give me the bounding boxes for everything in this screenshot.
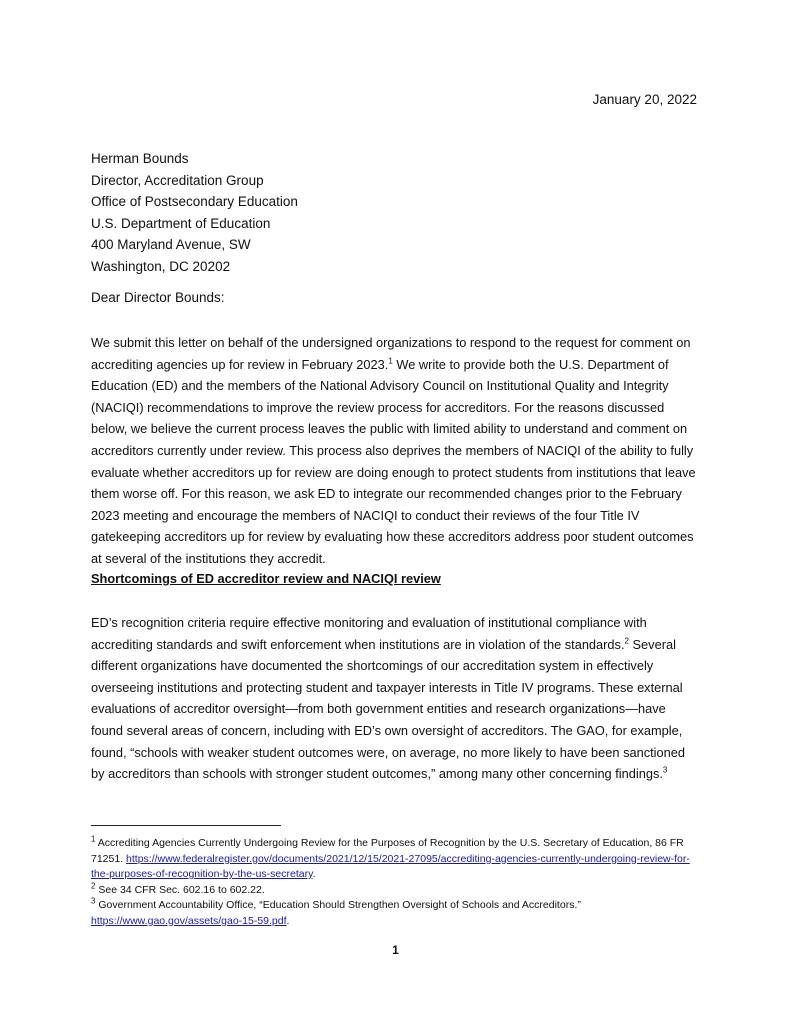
footnotes-block: [91, 836, 701, 929]
footnote-3: [91, 898, 701, 929]
footnote-1: [91, 836, 701, 883]
shortcomings-text-a: ED’s recognition criteria require effective monitoring and evaluation of institutional compliance with accrediting standards and swift enforcement when institutions are in violation of the standards.: [91, 615, 647, 652]
salutation: Dear Director Bounds:: [91, 290, 225, 305]
recipient-department: U.S. Department of Education: [91, 215, 271, 231]
footnote-3-after: .: [286, 914, 290, 927]
intro-text-b: We write to provide both the U.S. Department of Education (ED) and the members of the National Advisory Council on Institutional Quality and Integrity (NACIQI) recommendations to improve the review process for accreditors. For the reasons discussed below, we believe the current process leaves the public with limited ability to understand and comment on accreditors currently under review. This process also deprives the members of NACIQI of the ability to fully evaluate whether accreditors up for review are doing enough to protect students from institutions that leave them worse off. For this reason, we ask ED to integrate our recommended changes prior to the February 2023 meeting and encourage the members of NACIQI to conduct their reviews of the four Title IV gatekeeping accreditors up for review by evaluating how these accreditors address poor student outcomes at several of the institutions they accredit.: [91, 356, 696, 566]
recipient-street: 400 Maryland Avenue, SW: [91, 237, 251, 253]
footnote-ref-3[interactable]: 3: [662, 765, 668, 775]
page-number: 1: [392, 943, 399, 957]
footnote-1-number: 1: [91, 834, 96, 844]
footnote-3-link[interactable]: https://www.gao.gov/assets/gao-15-59.pdf: [91, 914, 287, 927]
intro-paragraph: [91, 332, 701, 570]
footnote-ref-2[interactable]: 2: [624, 636, 629, 646]
footnote-2: [91, 883, 701, 899]
footnote-1-link[interactable]: https://www.federalregister.gov/documents/2021/12/15/2021-27095/accrediting-agencies-currently-undergoing-review-for-the-purposes-of-recognition-by-the-us-secretary: [91, 852, 690, 880]
recipient-address-block: [91, 148, 298, 278]
recipient-office: Office of Postsecondary Education: [91, 194, 298, 210]
letter-date: January 20, 2022: [592, 92, 697, 107]
footnote-ref-1[interactable]: 1: [388, 356, 393, 366]
recipient-title: Director, Accreditation Group: [91, 172, 264, 188]
footnote-divider: [91, 825, 281, 826]
shortcomings-paragraph: [91, 612, 701, 785]
recipient-city: Washington, DC 20202: [91, 258, 231, 274]
recipient-name: Herman Bounds: [91, 151, 189, 166]
footnote-1-after: .: [312, 868, 316, 880]
footnote-3-text: Government Accountability Office, “Education Should Strengthen Oversight of Schools and Accreditors.”: [95, 899, 581, 911]
section-heading: Shortcomings of ED accreditor review and NACIQI review: [91, 571, 441, 586]
intro-text-a: We submit this letter on behalf of the undersigned organizations to respond to the request for comment on accrediting agencies up for review in February 2023.: [91, 335, 691, 372]
footnote-2-number: 2: [91, 881, 96, 890]
shortcomings-text-b: Several different organizations have documented the shortcomings of our accreditation system in effectively overseeing institutions and protecting student and taxpayer interests in Title IV programs. These external evaluations of accreditor oversight—from both government entities and research organizations—have found several areas of concern, including with ED’s own oversight of accreditors. The GAO, for example, found, “schools with weaker student outcomes were, on average, no more likely to have been sanctioned by accreditors than schools with stronger student outcomes,” among many other concerning findings.: [91, 636, 685, 782]
footnote-1-text: Accrediting Agencies Currently Undergoing Review for the Purposes of Recognition by the U.S. Secretary of Education, 86 FR 71251.: [91, 837, 684, 865]
footnote-3-number: 3: [91, 896, 96, 906]
footnote-2-text: See 34 CFR Sec. 602.16 to 602.22.: [95, 883, 265, 896]
